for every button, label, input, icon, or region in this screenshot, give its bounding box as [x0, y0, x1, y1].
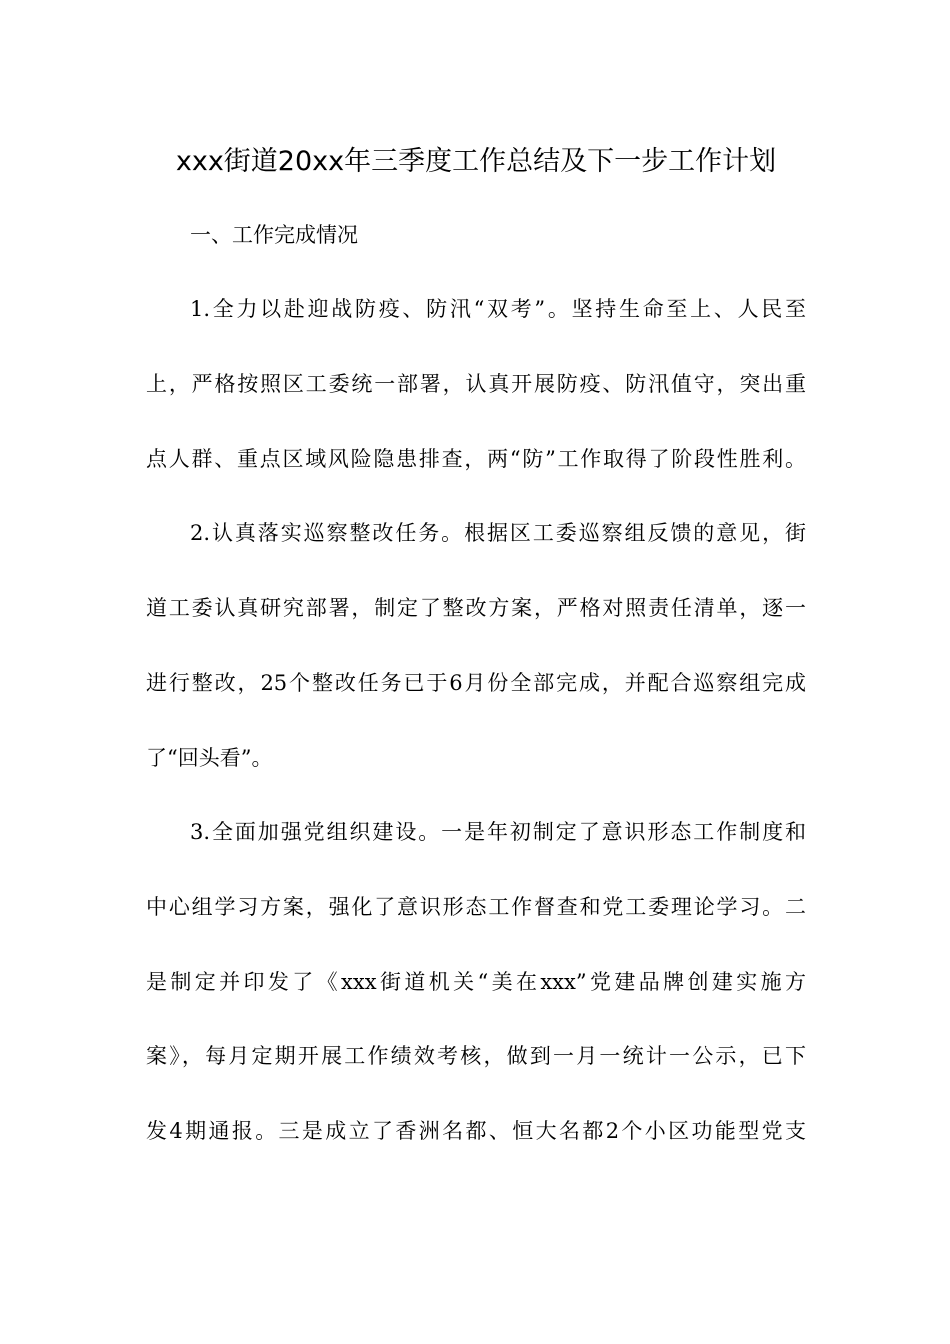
paragraph-3-line-2: 中心组学习方案，强化了意识形态工作督查和党工委理论学习。二 [146, 895, 806, 919]
paragraph-2-line-1: 2.认真落实巡察整改任务。根据区工委巡察组反馈的意见，街 [190, 521, 806, 545]
paragraph-2-line-4: 了“回头看”。 [146, 746, 273, 770]
paragraph-2-line-3: 进行整改，25个整改任务已于6月份全部完成，并配合巡察组完成 [146, 671, 806, 695]
paragraph-3-line-1: 3.全面加强党组织建设。一是年初制定了意识形态工作制度和 [190, 820, 806, 844]
paragraph-1-line-2: 上，严格按照区工委统一部署，认真开展防疫、防汛值守，突出重 [146, 372, 806, 396]
paragraph-1-line-1: 1.全力以赴迎战防疫、防汛“双考”。坚持生命至上、人民至 [190, 297, 806, 321]
paragraph-3-line-5: 发4期通报。三是成立了香洲名都、恒大名都2个小区功能型党支 [146, 1119, 806, 1143]
section-heading: 一、工作完成情况 [190, 223, 358, 247]
paragraph-3-line-3: 是制定并印发了《xxx街道机关“美在xxx”党建品牌创建实施方 [146, 970, 806, 994]
paragraph-2-line-2: 道工委认真研究部署，制定了整改方案，严格对照责任清单，逐一 [146, 596, 806, 620]
paragraph-3-line-4: 案》，每月定期开展工作绩效考核，做到一月一统计一公示，已下 [146, 1044, 806, 1068]
document-title: xxx街道20xx年三季度工作总结及下一步工作计划 [175, 146, 777, 177]
paragraph-1-line-3: 点人群、重点区域风险隐患排查，两“防”工作取得了阶段性胜利。 [146, 447, 806, 471]
